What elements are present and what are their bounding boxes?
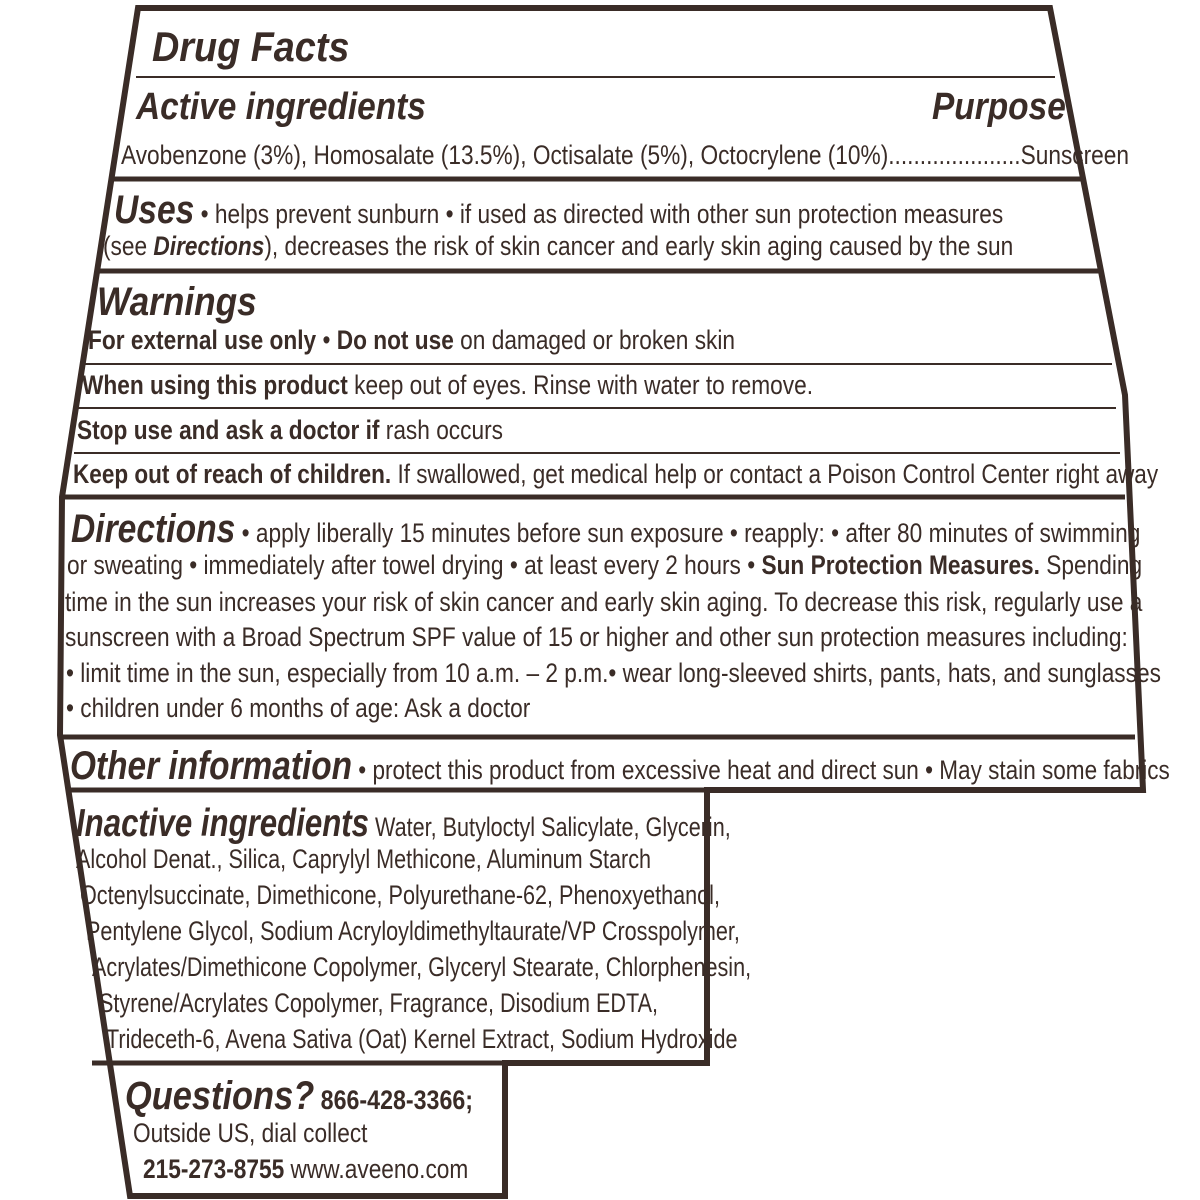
directions-text-2b: Spending xyxy=(1039,550,1143,580)
warnings-line-external xyxy=(88,327,735,354)
keep-out-text: If swallowed, get medical help or contact a Poison Control Center right away xyxy=(391,459,1159,489)
inactive-line-7: Trideceth-6, Avena Sativa (Oat) Kernel Extract, Sodium Hydroxide xyxy=(106,1024,738,1054)
directions-line-5: • limit time in the sun, especially from 10 a.m. – 2 p.m.• wear long-sleeved shirts, pants, hats, and sunglasses xyxy=(66,658,1161,688)
uses-line-2 xyxy=(103,233,1013,260)
inactive-line-1 xyxy=(76,804,731,843)
inactive-ingredients-heading: Inactive ingredients xyxy=(76,802,370,845)
uses-text-1: • helps prevent sunburn • if used as directed with other sun protection measures xyxy=(194,199,1004,229)
directions-line-2 xyxy=(67,552,1142,579)
directions-line-6: • children under 6 months of age: Ask a doctor xyxy=(66,693,531,723)
stop-use-text: rash occurs xyxy=(379,415,503,445)
website-link[interactable]: www.aveeno.com xyxy=(284,1154,469,1184)
directions-line-1 xyxy=(71,509,1140,549)
inactive-line-5: Acrylates/Dimethicone Copolymer, Glyceryl Stearate, Chlorphenesin, xyxy=(92,952,752,982)
inactive-line-4: Pentylene Glycol, Sodium Acryloyldimethyltaurate/VP Crosspolymer, xyxy=(86,916,740,946)
leader-dots: ..................... xyxy=(888,140,1021,170)
uses-line-1 xyxy=(114,190,1003,230)
warnings-line-keep-out xyxy=(73,461,1158,488)
questions-line-1 xyxy=(125,1076,473,1116)
uses-heading: Uses xyxy=(114,188,195,232)
uses-text-2b: ), decreases the risk of skin cancer and early skin aging caused by the sun xyxy=(264,231,1014,261)
directions-line-3: time in the sun increases your risk of skin cancer and early skin aging. To decrease this risk, regularly use a xyxy=(65,587,1143,617)
questions-line-2: Outside US, dial collect xyxy=(133,1118,368,1148)
inactive-line-2: Alcohol Denat., Silica, Caprylyl Methicone, Aluminum Starch xyxy=(76,844,652,874)
page-title: Drug Facts xyxy=(152,23,350,70)
other-information-heading: Other information xyxy=(70,744,353,788)
directions-line-4: sunscreen with a Broad Spectrum SPF value of 15 or higher and other sun protection measures including: xyxy=(65,622,1128,652)
questions-line-3 xyxy=(143,1156,468,1183)
active-ingredients-line xyxy=(121,142,1129,169)
warnings-line-when-using xyxy=(82,372,813,399)
stop-use-label: Stop use and ask a doctor if xyxy=(77,415,380,445)
uses-text-2a: (see xyxy=(103,231,154,261)
external-use-label: For external use only xyxy=(88,325,317,355)
active-ingredients-heading: Active ingredients xyxy=(136,86,426,128)
when-using-label: When using this product xyxy=(82,370,348,400)
purpose-value: Sunscreen xyxy=(1020,140,1130,170)
warnings-bullet: • xyxy=(316,325,337,355)
warnings-heading: Warnings xyxy=(97,280,257,324)
directions-text-1: • apply liberally 15 minutes before sun exposure • reapply: • after 80 minutes of swimming xyxy=(235,518,1141,548)
purpose-heading: Purpose xyxy=(932,86,1066,128)
other-information-line xyxy=(70,746,1170,786)
warnings-line-stop-use xyxy=(77,417,503,444)
do-not-use-text: on damaged or broken skin xyxy=(453,325,736,355)
do-not-use-label: Do not use xyxy=(336,325,454,355)
inactive-line-6: Styrene/Acrylates Copolymer, Fragrance, Disodium EDTA, xyxy=(99,988,658,1018)
collect-phone[interactable]: 215-273-8755 xyxy=(143,1154,285,1184)
inactive-text-1: Water, Butyloctyl Salicylate, Glycerin, xyxy=(369,812,731,842)
questions-phone[interactable]: 866-428-3366; xyxy=(314,1085,474,1115)
questions-heading: Questions? xyxy=(125,1074,315,1118)
keep-out-label: Keep out of reach of children. xyxy=(73,459,392,489)
inactive-line-3: Octenylsuccinate, Dimethicone, Polyurethane-62, Phenoxyethanol, xyxy=(80,880,720,910)
directions-text-2a: or sweating • immediately after towel drying • at least every 2 hours • xyxy=(67,550,762,580)
when-using-text: keep out of eyes. Rinse with water to remove. xyxy=(347,370,814,400)
other-information-text: • protect this product from excessive heat and direct sun • May stain some fabrics xyxy=(352,755,1170,785)
directions-heading: Directions xyxy=(71,507,236,551)
active-ingredients-list: Avobenzone (3%), Homosalate (13.5%), Octisalate (5%), Octocrylene (10%) xyxy=(121,140,889,170)
uses-directions-ref: Directions xyxy=(153,231,265,261)
sun-protection-label: Sun Protection Measures. xyxy=(761,550,1040,580)
